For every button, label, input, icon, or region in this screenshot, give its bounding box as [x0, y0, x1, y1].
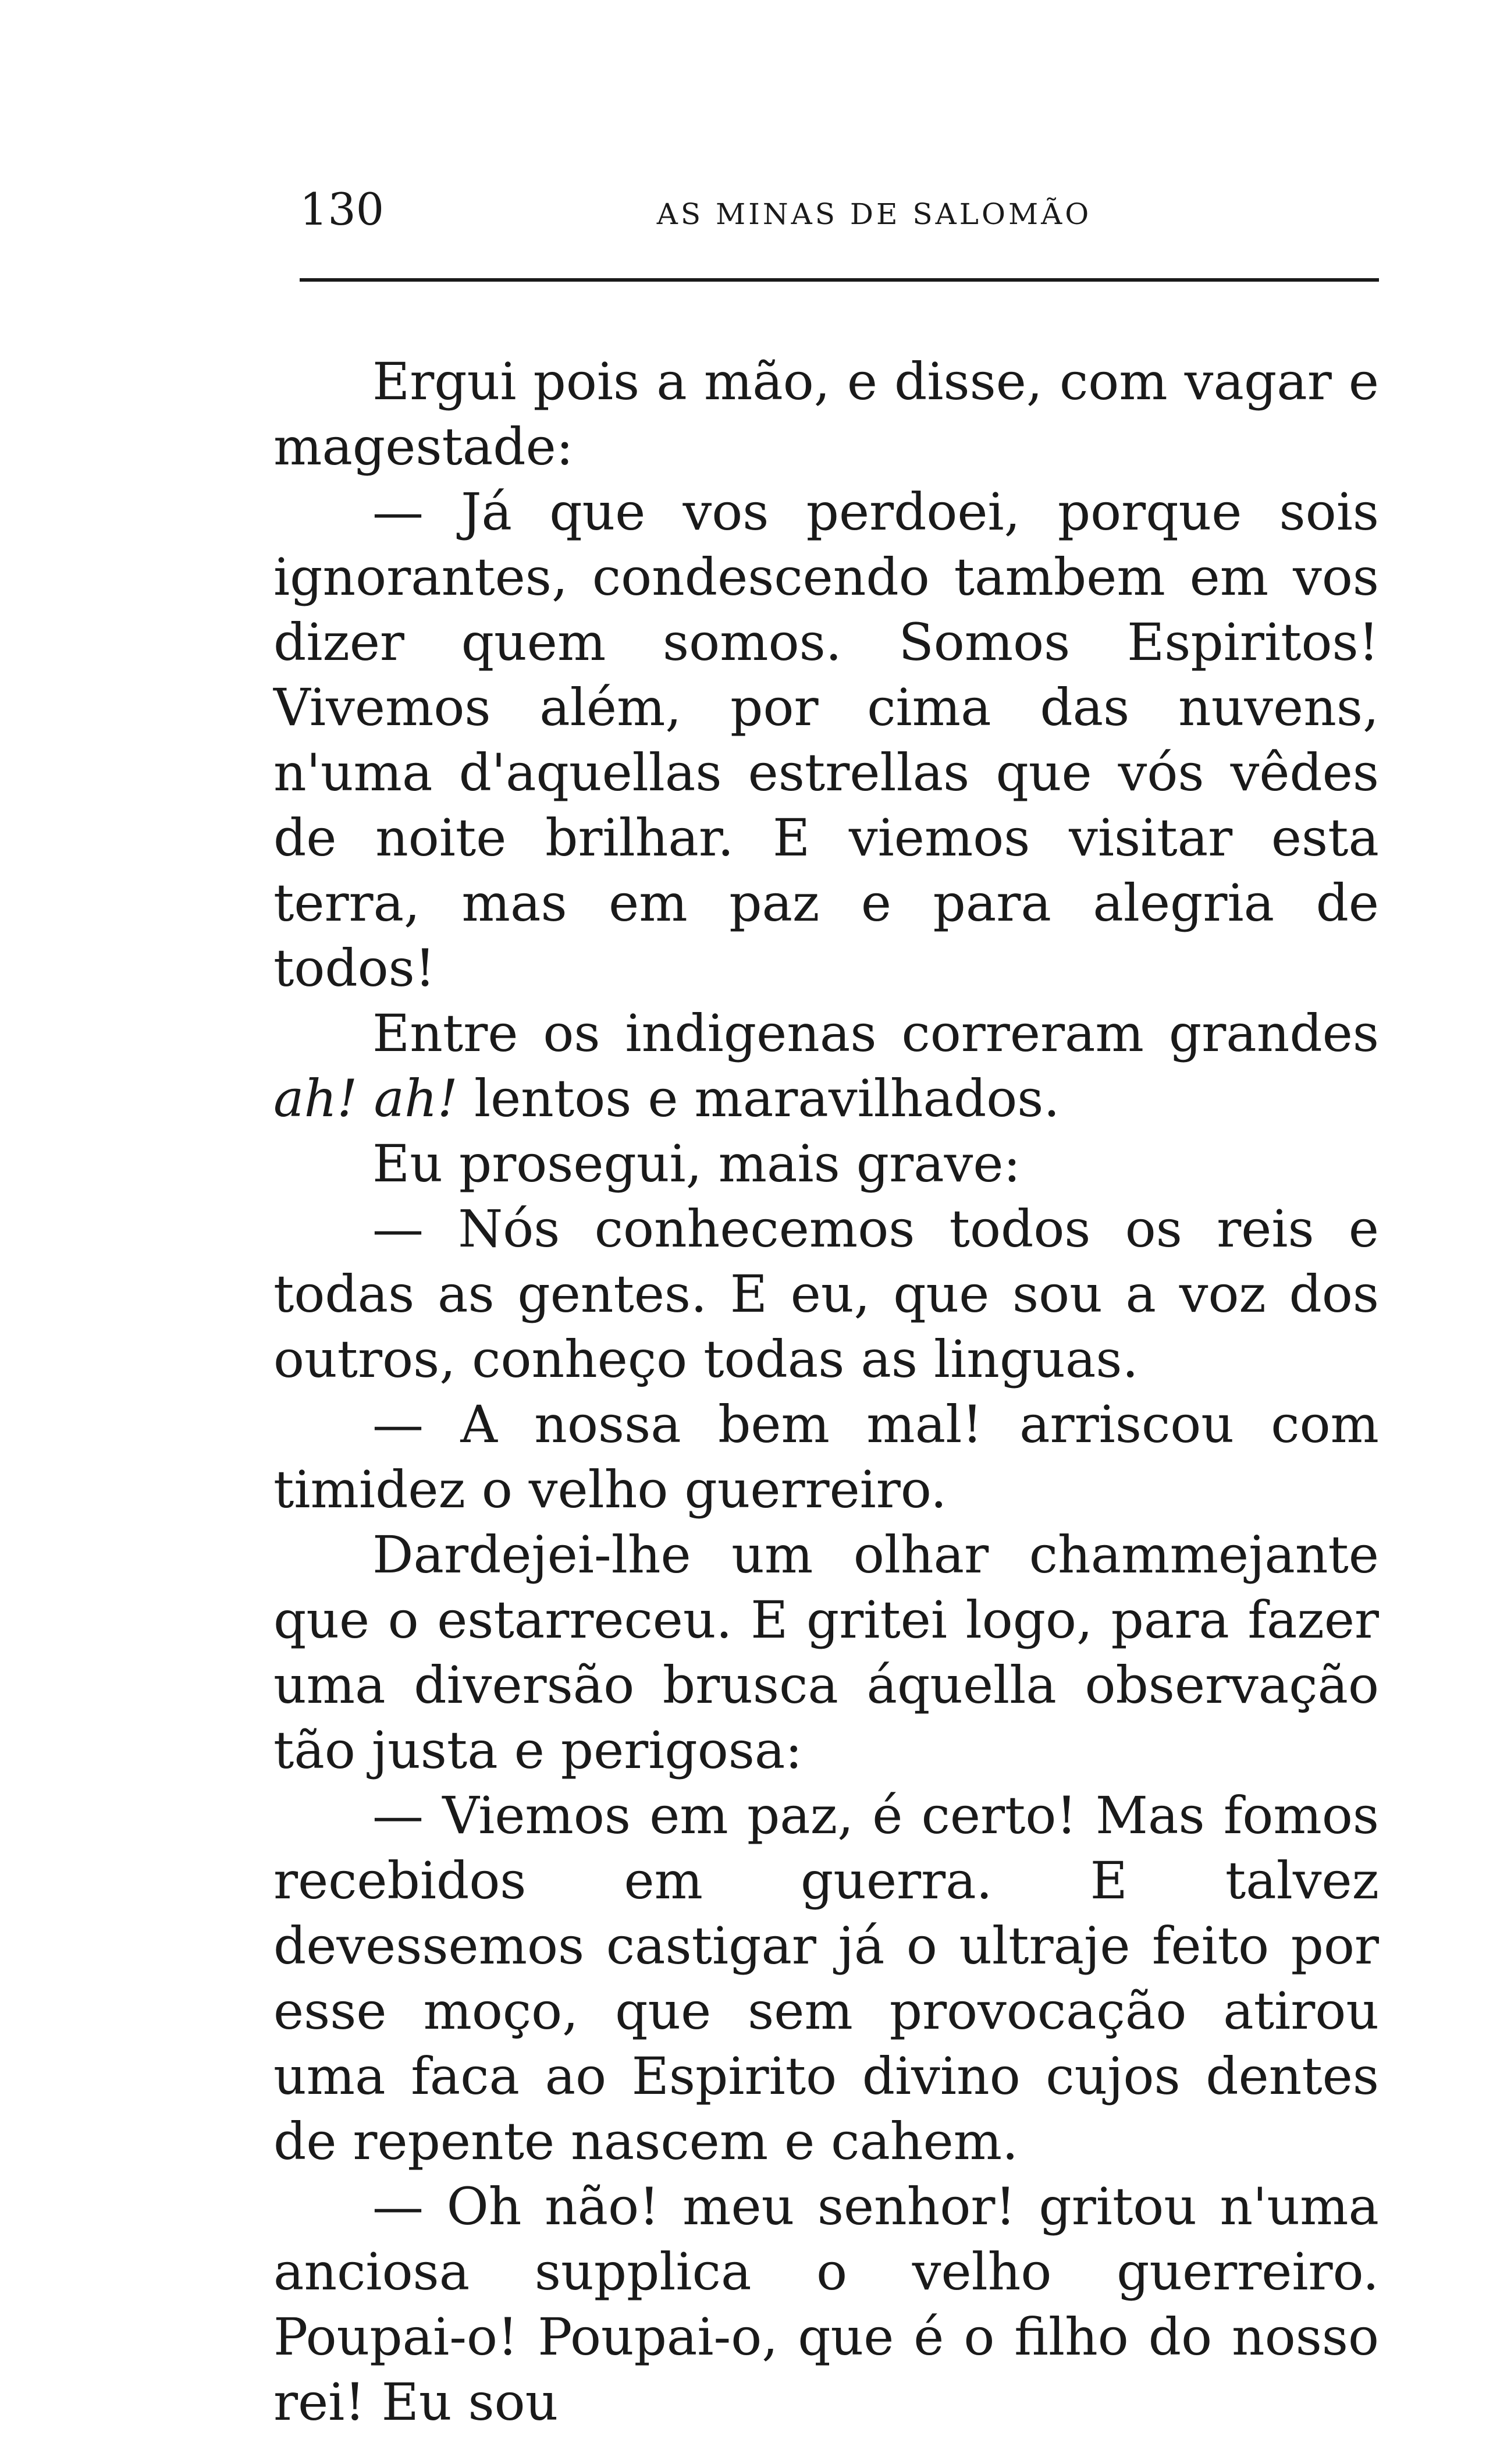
paragraph: — A nossa bem mal! arriscou com timidez o velho guerreiro.	[273, 1394, 1379, 1519]
italic-exclamation: ah! ah!	[273, 1068, 458, 1128]
body-text	[273, 349, 1379, 2435]
paragraph: Ergui pois a mão, e disse, com vagar e magestade:	[273, 352, 1379, 477]
running-title: AS MINAS DE SALOMÃO	[656, 197, 1092, 231]
paragraph-text: lentos e maravilhados.	[457, 1068, 1060, 1128]
paragraph: — Nós conhecemos todos os reis e todas as gentes. E eu, que sou a voz dos outros, conheço todas as linguas.	[273, 1199, 1379, 1389]
paragraph: Eu prosegui, mais grave:	[372, 1134, 1021, 1194]
paragraph: — Viemos em paz, é certo! Mas fomos recebidos em guerra. E talvez devessemos castigar já o ultraje feito por esse moço, que sem provocação atirou uma faca ao Espirito divino cujos dentes de repente nascem e cahem.	[273, 1785, 1379, 2171]
paragraph: Dardejei-lhe um olhar chammejante que o estarreceu. E gritei logo, para fazer uma diversão brusca áquella observação tão justa e perigosa:	[273, 1525, 1379, 1780]
paragraph: — Oh não! meu senhor! gritou n'uma anciosa supplica o velho guerreiro. Poupai-o! Poupai-o, que é o filho do nosso rei! Eu sou	[273, 2177, 1379, 2432]
paragraph: — Já que vos perdoei, porque sois ignorantes, condescendo tambem em vos dizer quem somos. Somos Espiritos! Vivemos além, por cima das nuvens, n'uma d'aquellas estrellas que vós vêdes de noite brilhar. E viemos visitar esta terra, mas em paz e para alegria de todos!	[273, 482, 1379, 998]
paragraph-text: Entre os indigenas correram grandes	[372, 1003, 1379, 1063]
header-rule	[300, 278, 1379, 282]
page-header	[300, 180, 1379, 250]
page-number: 130	[300, 183, 385, 235]
paragraph	[273, 1001, 1379, 1131]
